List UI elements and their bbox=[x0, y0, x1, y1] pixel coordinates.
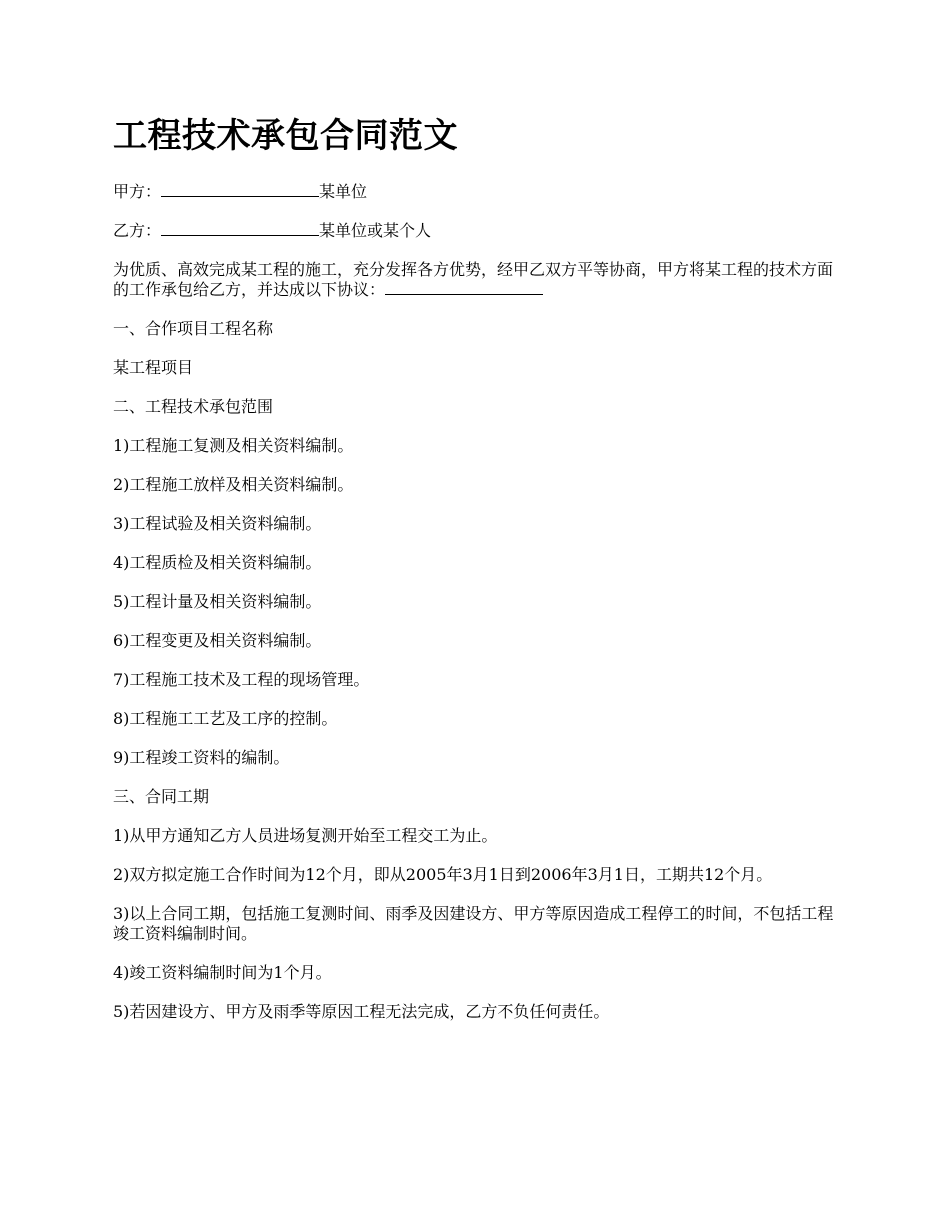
party-a-blank bbox=[161, 182, 319, 197]
section2-item: 6)工程变更及相关资料编制。 bbox=[113, 631, 322, 650]
section2-item: 1)工程施工复测及相关资料编制。 bbox=[113, 436, 354, 455]
section2-heading: 二、工程技术承包范围 bbox=[113, 397, 274, 416]
party-a-value: 某单位 bbox=[319, 182, 368, 201]
section2-item: 7)工程施工技术及工程的现场管理。 bbox=[113, 670, 370, 689]
section3-item: 1)从甲方通知乙方人员进场复测开始至工程交工为止。 bbox=[113, 826, 498, 845]
section1-content: 某工程项目 bbox=[113, 358, 194, 377]
party-b-label: 乙方： bbox=[113, 221, 162, 240]
intro-text: 为优质、高效完成某工程的施工，充分发挥各方优势，经甲乙双方平等协商，甲方将某工程的技术方面的工作承包给乙方，并达成以下协议： bbox=[113, 260, 834, 299]
party-b-blank bbox=[161, 221, 319, 236]
party-b-line bbox=[113, 221, 838, 241]
party-a-line bbox=[113, 182, 838, 202]
document-body bbox=[113, 112, 838, 1041]
section2-item: 5)工程计量及相关资料编制。 bbox=[113, 592, 322, 611]
section1-heading: 一、合作项目工程名称 bbox=[113, 319, 274, 338]
party-a-label: 甲方： bbox=[113, 182, 162, 201]
intro-blank bbox=[385, 280, 543, 295]
section3-heading: 三、合同工期 bbox=[113, 787, 210, 806]
section3-item: 2)双方拟定施工合作时间为12个月，即从2005年3月1日到2006年3月1日，工期共12个月。 bbox=[113, 865, 773, 884]
party-b-value: 某单位或某个人 bbox=[319, 221, 432, 240]
document-title: 工程技术承包合同范文 bbox=[113, 116, 458, 156]
intro-paragraph bbox=[113, 260, 838, 300]
section3-item: 3)以上合同工期，包括施工复测时间、雨季及因建设方、甲方等原因造成工程停工的时间，不包括工程竣工资料编制时间。 bbox=[113, 904, 834, 943]
section2-item: 8)工程施工工艺及工序的控制。 bbox=[113, 709, 338, 728]
section2-item: 3)工程试验及相关资料编制。 bbox=[113, 514, 322, 533]
section3-item: 5)若因建设方、甲方及雨季等原因工程无法完成，乙方不负任何责任。 bbox=[113, 1002, 610, 1021]
section2-item: 4)工程质检及相关资料编制。 bbox=[113, 553, 322, 572]
section2-item: 2)工程施工放样及相关资料编制。 bbox=[113, 475, 354, 494]
section3-item: 4)竣工资料编制时间为1个月。 bbox=[113, 963, 332, 982]
section2-item: 9)工程竣工资料的编制。 bbox=[113, 748, 290, 767]
